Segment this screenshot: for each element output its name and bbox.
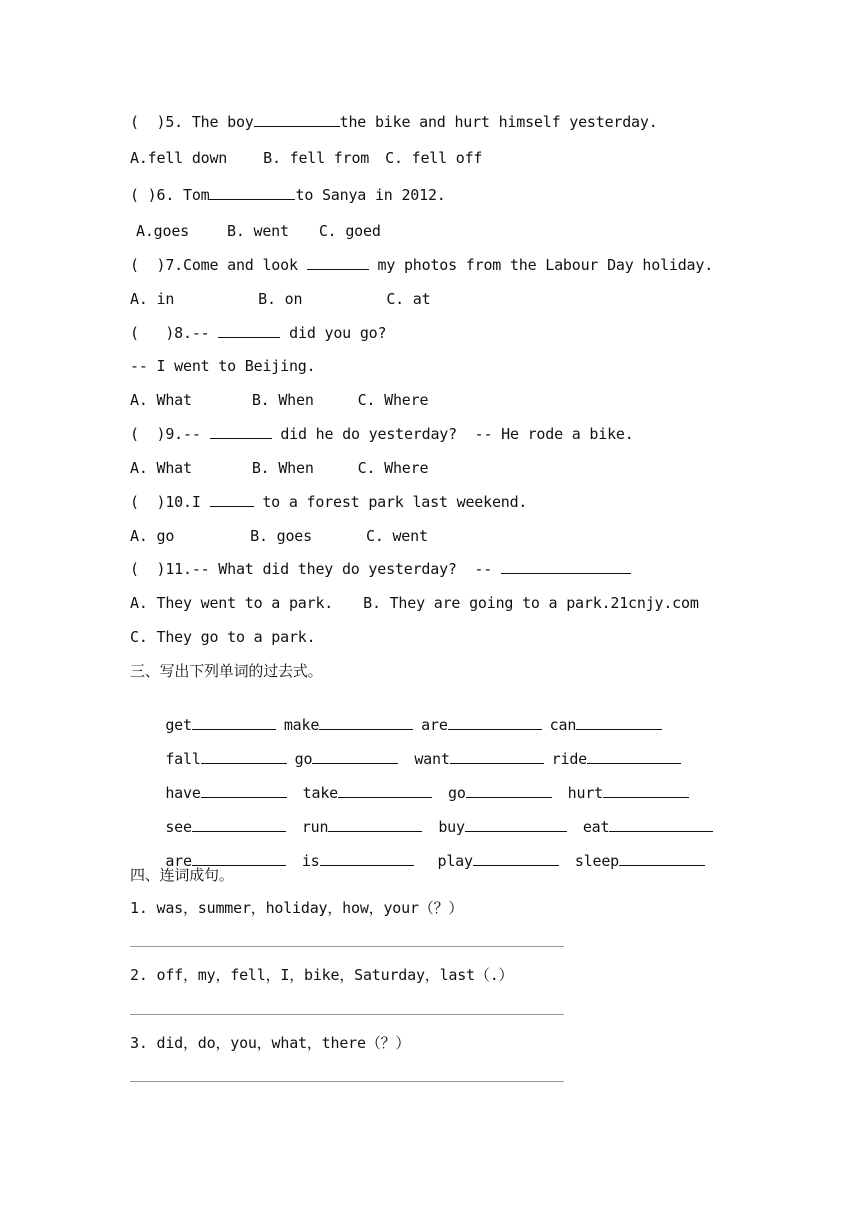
option-a: A. go xyxy=(130,527,175,545)
answer-blank[interactable] xyxy=(307,255,369,270)
word: buy xyxy=(438,818,465,836)
word: run xyxy=(301,818,329,836)
answer-line[interactable] xyxy=(130,946,564,947)
word: is xyxy=(301,852,320,870)
option-b: B. went xyxy=(227,222,289,240)
question-9-options xyxy=(130,458,428,478)
option-a: A. They went to a park. xyxy=(130,594,334,612)
question-8 xyxy=(130,323,386,343)
word: make xyxy=(283,716,320,734)
answer-blank[interactable] xyxy=(338,783,432,798)
section-4-title: 四、连词成句。 xyxy=(130,866,234,884)
question-6 xyxy=(130,185,446,205)
word: take xyxy=(302,784,338,802)
question-11-stem: ( )11.-- What did they do yesterday? -- xyxy=(130,560,493,578)
word: hurt xyxy=(567,784,603,802)
question-5-stem-end: the bike and hurt himself yesterday. xyxy=(339,113,658,131)
answer-blank[interactable] xyxy=(312,749,398,764)
word: want xyxy=(414,750,450,768)
answer-blank[interactable] xyxy=(218,323,280,338)
option-a: A. in xyxy=(130,290,175,308)
answer-blank[interactable] xyxy=(192,817,286,832)
option-a: A. What xyxy=(130,459,192,477)
option-c: C. went xyxy=(365,527,428,545)
question-11-options xyxy=(130,593,699,613)
question-11 xyxy=(130,559,631,579)
section-3-title: 三、写出下列单词的过去式。 xyxy=(130,662,323,680)
question-9-stem-end: did he do yesterday? -- He rode a bike. xyxy=(280,425,634,443)
option-b: B. When xyxy=(251,459,314,477)
option-c: C. Where xyxy=(357,459,429,477)
option-c: C. goed xyxy=(318,222,381,240)
answer-blank[interactable] xyxy=(328,817,422,832)
answer-blank[interactable] xyxy=(254,112,340,127)
question-8-stem-end: did you go? xyxy=(289,324,387,342)
answer-blank[interactable] xyxy=(465,817,567,832)
word: eat xyxy=(582,818,610,836)
sentence-item-2: 2. off，my，fell，I，bike，Saturday，last（.） xyxy=(130,966,514,984)
question-10-stem: ( )10.I xyxy=(130,493,201,511)
answer-blank[interactable] xyxy=(320,851,414,866)
answer-blank[interactable] xyxy=(448,715,542,730)
option-b: B. They are going to a park.21cnjy.com xyxy=(363,594,699,612)
question-6-options xyxy=(136,221,381,241)
question-8-reply: -- I went to Beijing. xyxy=(130,357,316,375)
question-5-options xyxy=(130,148,482,168)
answer-blank[interactable] xyxy=(619,851,705,866)
word: are xyxy=(421,716,448,734)
question-5-stem: ( )5. The boy xyxy=(130,113,254,131)
answer-blank[interactable] xyxy=(201,749,287,764)
option-c: C. Where xyxy=(357,391,429,409)
answer-blank[interactable] xyxy=(319,715,413,730)
word: can xyxy=(549,716,577,734)
question-10-stem-end: to a forest park last weekend. xyxy=(262,493,528,511)
word: sleep xyxy=(574,852,619,870)
word: are xyxy=(165,852,192,870)
answer-blank[interactable] xyxy=(501,559,631,574)
question-7-options xyxy=(130,289,430,309)
answer-blank[interactable] xyxy=(201,783,287,798)
word: go xyxy=(294,750,313,768)
question-8-options xyxy=(130,390,428,410)
option-c: C. fell off xyxy=(385,149,483,167)
answer-blank[interactable] xyxy=(209,185,295,200)
answer-blank[interactable] xyxy=(609,817,713,832)
answer-blank[interactable] xyxy=(576,715,662,730)
option-a: A.fell down xyxy=(130,149,228,167)
option-c: C. at xyxy=(386,290,431,308)
option-b: B. on xyxy=(258,290,303,308)
option-b: B. When xyxy=(251,391,314,409)
option-a: A. What xyxy=(130,391,192,409)
sentence-item-3: 3. did，do，you，what，there（？） xyxy=(130,1034,411,1052)
word: fall xyxy=(165,750,201,768)
word: play xyxy=(437,852,473,870)
question-6-stem: ( )6. Tom xyxy=(130,186,210,204)
question-7-stem-end: my photos from the Labour Day holiday. xyxy=(377,256,714,274)
answer-blank[interactable] xyxy=(450,749,544,764)
question-7 xyxy=(130,255,713,275)
answer-blank[interactable] xyxy=(466,783,552,798)
word: see xyxy=(165,818,192,836)
word: have xyxy=(165,784,201,802)
question-9 xyxy=(130,424,634,444)
word: get xyxy=(165,716,192,734)
question-6-stem-end: to Sanya in 2012. xyxy=(295,186,446,204)
question-8-stem: ( )8.-- xyxy=(130,324,210,342)
answer-blank[interactable] xyxy=(473,851,559,866)
word: go xyxy=(447,784,466,802)
option-b: B. goes xyxy=(250,527,312,545)
option-c: C. They go to a park. xyxy=(130,628,316,646)
option-a: A.goes xyxy=(136,222,189,240)
answer-line[interactable] xyxy=(130,1014,564,1015)
answer-blank[interactable] xyxy=(210,492,254,507)
question-9-stem: ( )9.-- xyxy=(130,425,201,443)
sentence-item-1: 1. was，summer，holiday，how，your（？） xyxy=(130,899,464,917)
answer-line[interactable] xyxy=(130,1081,564,1082)
question-7-stem: ( )7.Come and look xyxy=(130,256,298,274)
question-5 xyxy=(130,112,658,132)
word: ride xyxy=(551,750,587,768)
answer-blank[interactable] xyxy=(192,851,286,866)
question-10 xyxy=(130,492,527,512)
answer-blank[interactable] xyxy=(603,783,689,798)
answer-blank[interactable] xyxy=(210,424,272,439)
option-b: B. fell from xyxy=(263,149,370,167)
question-10-options xyxy=(130,526,428,546)
answer-blank[interactable] xyxy=(192,715,276,730)
answer-blank[interactable] xyxy=(587,749,681,764)
